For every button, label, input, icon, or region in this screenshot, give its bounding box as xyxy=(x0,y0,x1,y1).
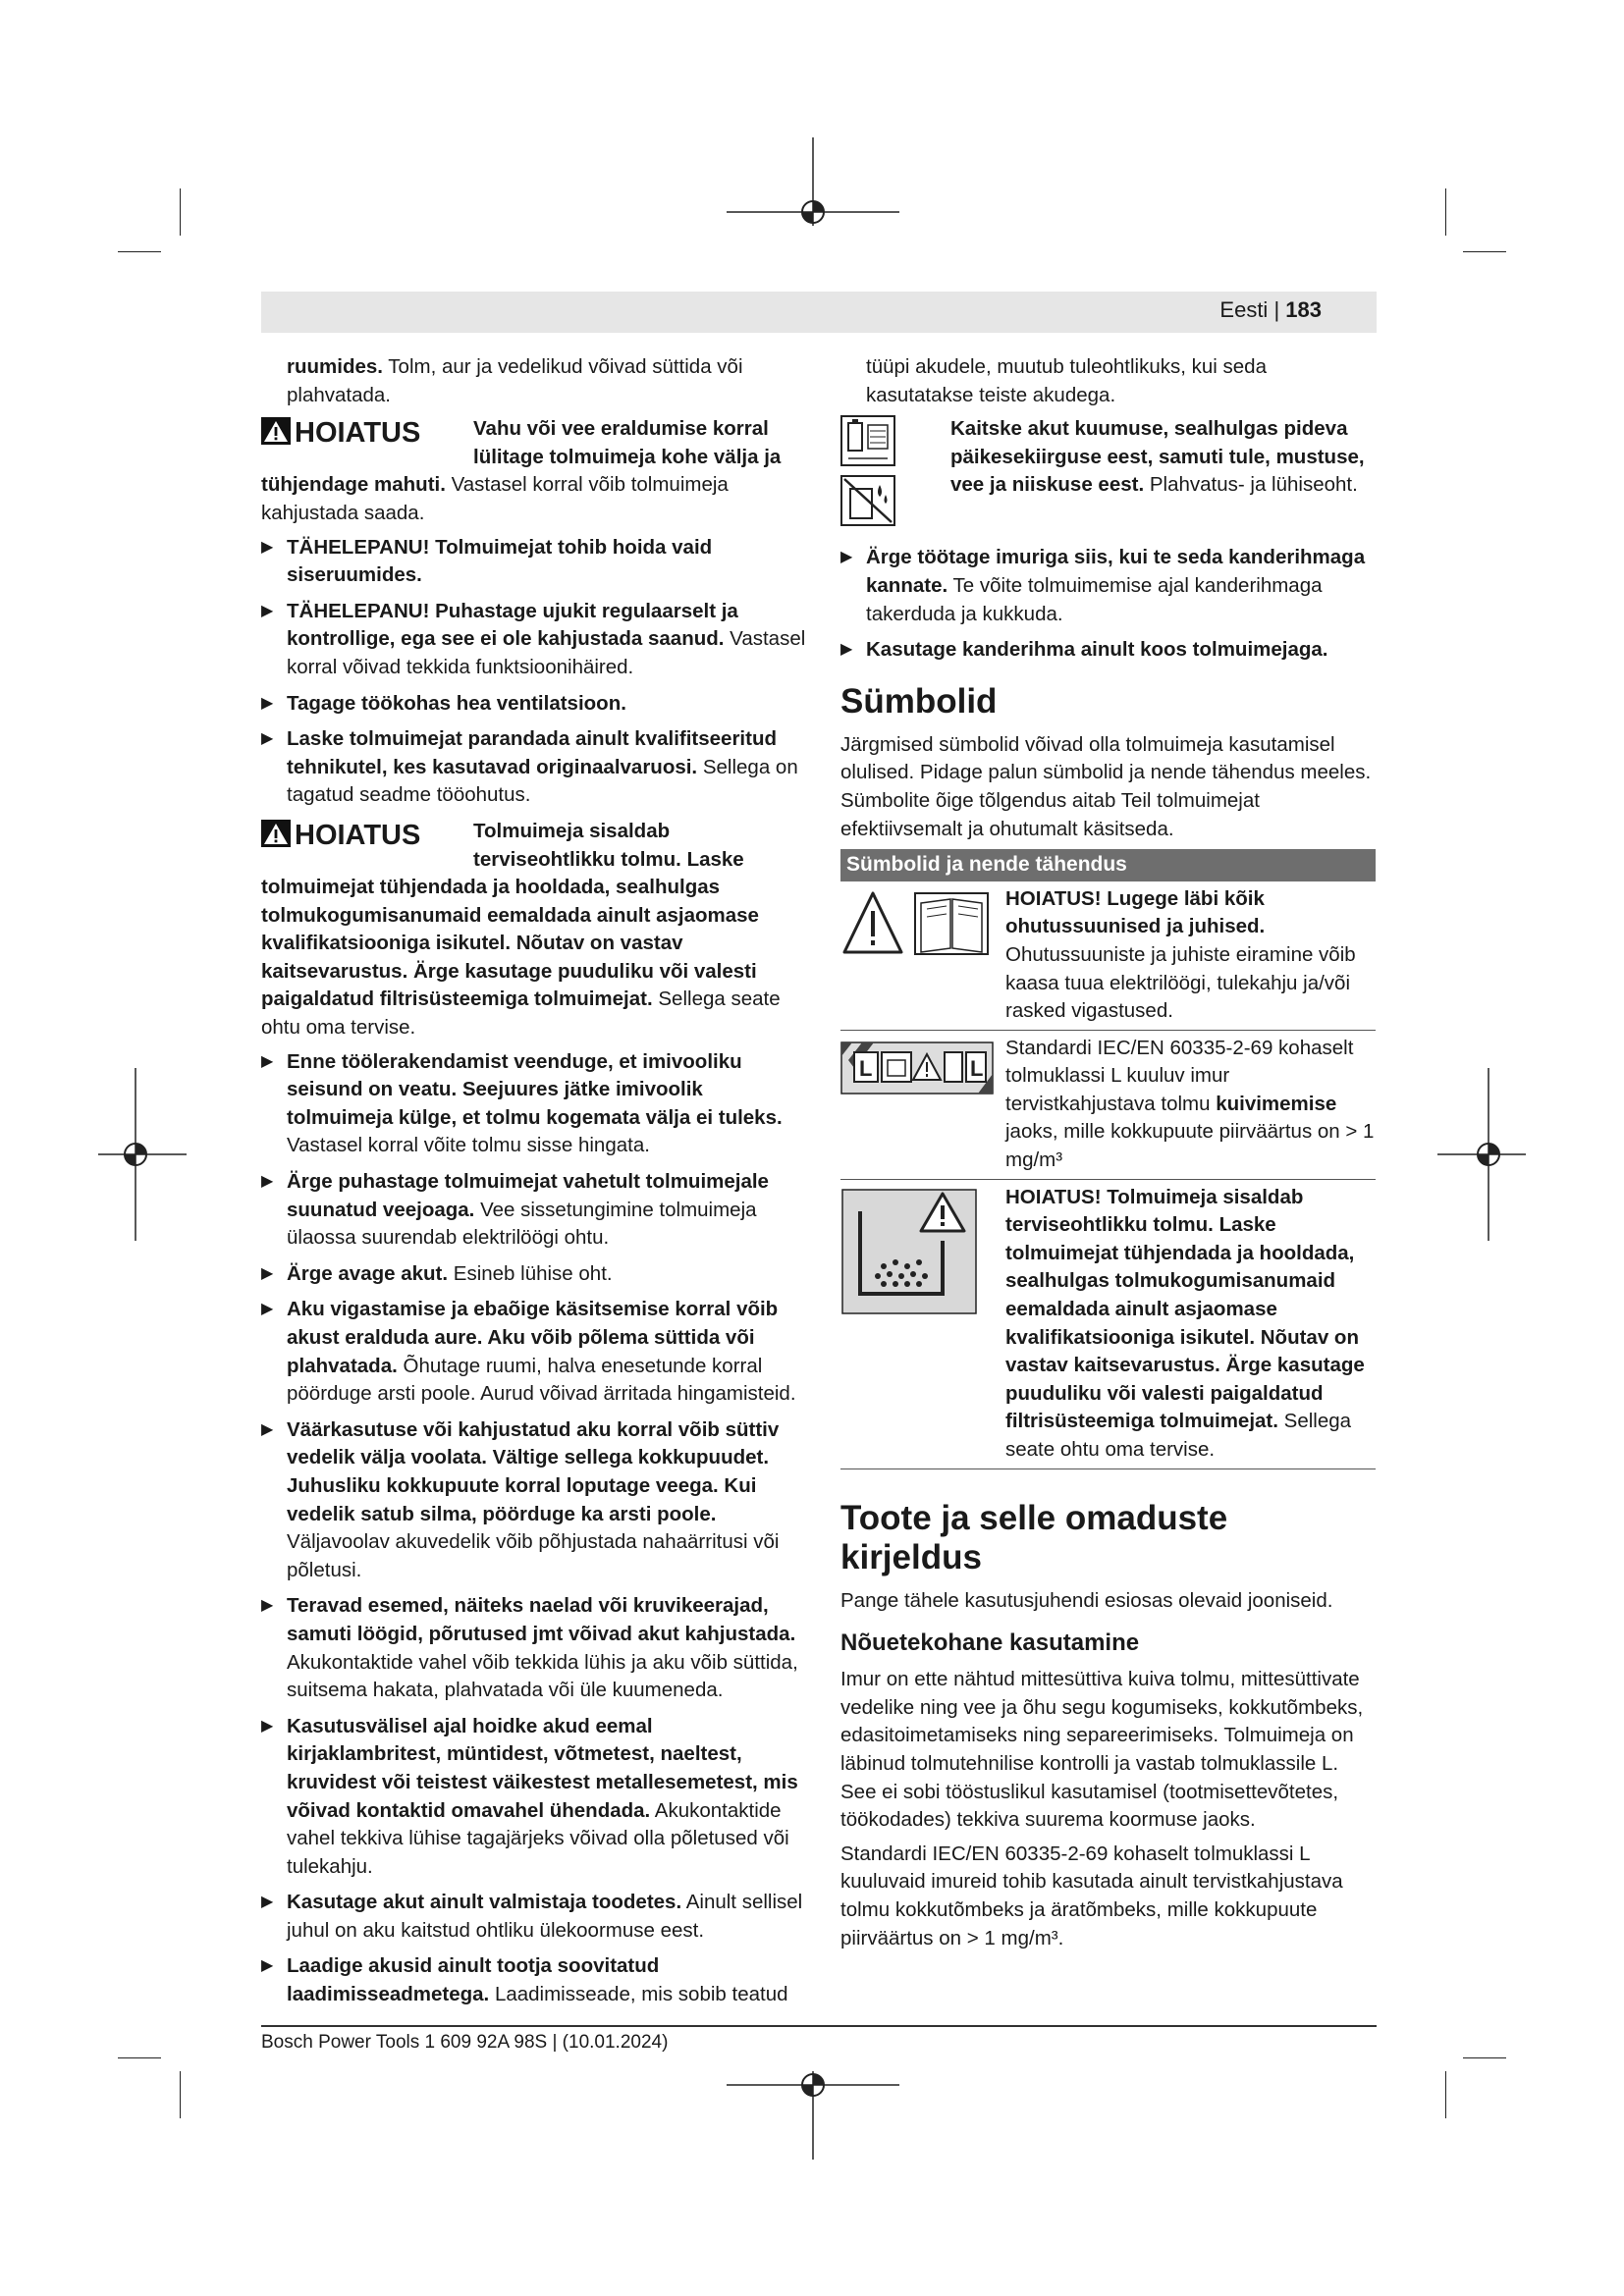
bold-text: ainult kvalifitseeritud tehnikutel, kes kasutavad originaalvaruosi. xyxy=(287,727,777,778)
text: Ohutussuuniste ja juhiste eiramine võib kaasa tuua elektrilöögi, tulekahju ja/või rasked vigastused. xyxy=(1005,942,1356,1023)
footer-text: Bosch Power Tools 1 609 92A 98S | (10.01.2024) xyxy=(261,2032,669,2053)
text: Väljavoolav akuvedelik võib põhjustada nahaärritusi või põletusi. xyxy=(287,1530,780,1581)
warning-block xyxy=(261,818,811,874)
text: Vee sissetungimine tolmuimeja ülaossa suurendab elektrilöögi ohtu. xyxy=(287,1198,757,1250)
footer-rule xyxy=(261,2025,1377,2027)
list-item xyxy=(261,1713,811,1882)
page-number: 183 xyxy=(1285,297,1322,322)
text: Esineb lühise oht. xyxy=(448,1261,613,1285)
bullet-arrow-icon: ▶ xyxy=(261,1420,274,1438)
bullet-arrow-icon: ▶ xyxy=(261,730,274,748)
crop-mark xyxy=(1463,251,1506,252)
header-text: Eesti | 183 xyxy=(1219,297,1322,322)
icon-group xyxy=(840,415,950,534)
symbol-description xyxy=(1005,1035,1376,1175)
text: Sellega on tagatud seadme tööohutus. xyxy=(287,755,798,807)
crop-mark xyxy=(1445,2071,1446,2118)
bold-text: Enne töölerakendamist veenduge, et imivooliku seisund on veatu. Seejuures jätke imivoolik tolmuimeja külge, et tolmu kogemata välja ei tuleks. xyxy=(287,1049,783,1129)
paragraph: Järgmised sümbolid võivad olla tolmuimeja kasutamisel olulised. Pidage palun sümbolid ja nende tähendus meeles. Sümbolite õige tõlgendus aitab Teil tolmuimejat efektiivsemalt ja ohutumalt käsitseda. xyxy=(840,732,1372,840)
registration-mark-icon xyxy=(727,2071,899,2160)
heat-warning-text xyxy=(950,415,1376,500)
subsection-heading: Nõuetekohane kasutamine xyxy=(840,1629,1140,1657)
bold-text: ruumides. xyxy=(287,355,383,378)
bullet-arrow-icon: ▶ xyxy=(261,602,274,619)
list-item xyxy=(261,534,811,590)
warning-label-text: HOIATUS xyxy=(295,417,421,450)
bullet-arrow-icon: ▶ xyxy=(261,1301,274,1318)
paragraph: tüüpi akudele, muutub tuleohtlikuks, kui seda kasutatakse teiste akudega. xyxy=(866,355,1267,406)
read-manual-warning-icon xyxy=(840,889,994,958)
bold-text: HOIATUS! Tolmuimeja sisaldab terviseohtlikku tolmu. Laske tolmuimejat tühjendada ja hooldada, sealhulgas tolmukogumisanumaid eemaldada ainult asjaomase kvalifikatsiooniga isikutel. Nõutav on vastav kaitsevarustus. Ärge kasutage puuduliku või valesti paigaldatud filtrisüsteemiga tolmuimejat. xyxy=(1005,1185,1365,1433)
bullet-arrow-icon: ▶ xyxy=(261,1052,274,1070)
paragraph xyxy=(261,874,811,1042)
warning-block xyxy=(261,415,811,471)
registration-mark-icon xyxy=(727,137,899,226)
text: Akukontaktide vahel võib tekkida lühis ja aku võib süttida, suitsema hakata, plahvatada või üle kuumeneda. xyxy=(287,1650,798,1702)
warning-text: Vahu või vee eraldumise korral lülitage tolmuimeja kohe välja ja xyxy=(473,417,782,468)
list-item xyxy=(261,1296,811,1408)
text: Vastasel korral võib tolmuimeja kahjustada saada. xyxy=(261,473,729,524)
text: Õhutage ruumi, halva enesetunde korral pöörduge arsti poole. Aurud võivad ärritada hingamisteid. xyxy=(287,1354,796,1406)
bold-text: Ärge avage akut. xyxy=(287,1261,449,1285)
text: Sellega seate ohtu oma tervise. xyxy=(1005,1410,1352,1461)
paragraph: Imur on ette nähtud mittesüttiva kuiva tolmu, mittesüttivate vedelike ning vee ja õhu segu kogumiseks, kokkutõmbeks, edasitoimetamiseks ning separeerimiseks. Tolmuimeja on läbinud tolmutehnilise kontrolli ja vastab tolmuklassile L. See ei sobi tööstuslikul kasutamisel (tootmisettevõtetes, töökodades) tekkiva suurema koormuse jaoks. xyxy=(840,1668,1364,1832)
text: Plahvatus- ja lühiseoht. xyxy=(1144,473,1358,497)
page-header xyxy=(261,292,1377,333)
battery-no-water-icon xyxy=(840,475,895,526)
bullet-arrow-icon: ▶ xyxy=(261,1957,274,1975)
list-item xyxy=(261,1168,811,1253)
bullet-arrow-icon: ▶ xyxy=(261,1717,274,1735)
svg-text:L: L xyxy=(859,1055,873,1081)
symbol-cell xyxy=(840,885,998,967)
bold-text: Ärge töötage imuriga siis, kui te seda kanderihmaga kannate. xyxy=(866,546,1366,597)
warning-triangle-icon xyxy=(261,417,291,445)
list-item xyxy=(840,544,1376,628)
crop-mark xyxy=(1445,188,1446,236)
section-heading: Toote ja selle omaduste kirjeldus xyxy=(840,1498,1228,1576)
list-item xyxy=(840,636,1376,665)
bold-text: Laadige akusid ainult tootja soovitatud laadimisseadmetega. xyxy=(287,1954,660,2006)
bold-text: Kasutusvälisel ajal hoidke akud eemal kirjaklambritest, müntidest, võtmetest, naeltest, kruvidest või teistest väikestest metallesemetest, mis võivad kontaktid omavahel ühendada. xyxy=(287,1714,798,1822)
text: Ainult sellisel juhul on aku kaitstud ohtliku ülekoormuse eest. xyxy=(287,1891,803,1942)
crop-mark xyxy=(180,2071,181,2118)
bold-text: Teravad esemed, näiteks naelad või kruvikeerajad, samuti löögid, põrutused jmt võivad akut kahjustada. xyxy=(287,1594,796,1645)
bold-text: tühjendage mahuti. xyxy=(261,473,446,497)
dust-class-l-icon xyxy=(840,1039,994,1097)
bold-text: tolmuimejat tühjendada ja hooldada, sealhulgas tolmukogumisanumaid eemaldada ainult asjaomase kvalifikatsiooniga isikutel. Nõutav on vastav kaitsevarustus. Ärge kasutage puuduliku või valesti paigaldatud filtrisüsteemiga tolmuimejat. xyxy=(261,876,759,1011)
symbol-description xyxy=(1005,1184,1376,1465)
paragraph: Standardi IEC/EN 60335-2-69 kohaselt tolmuklassi L kuuluvaid imureid tohib kasutada ainult tervistkahjustava tolmu kokkutõmbeks ja äratõmbeks, mille kokkupuute piirväärtus on > 1 mg/m³. xyxy=(840,1842,1343,1949)
bold-text: Kaitske akut kuumuse, sealhulgas pideva päikesekiirguse eest, samuti tule, mustuse, vee ja niiskuse eest. xyxy=(950,417,1365,497)
bullet-arrow-icon: ▶ xyxy=(261,1894,274,1911)
warning-label xyxy=(261,818,473,851)
battery-heat-icon xyxy=(840,415,895,466)
table-row xyxy=(840,1180,1376,1469)
list-item xyxy=(261,1260,811,1289)
left-column xyxy=(261,353,811,2017)
bold-text: TÄHELEPANU! Tolmuimejat tohib hoida vaid siseruumides. xyxy=(287,535,713,587)
warning-label-text: HOIATUS xyxy=(295,819,421,851)
registration-mark-icon xyxy=(1437,1068,1526,1241)
crop-mark xyxy=(118,2057,161,2058)
bullet-arrow-icon: ▶ xyxy=(840,641,853,659)
paragraph xyxy=(261,353,811,409)
header-language: Eesti xyxy=(1219,297,1269,322)
bold-text: TÄHELEPANU! Puhastage ujukit regulaarselt ja kontrollige, ega see ei ole kahjustada saanud. xyxy=(287,599,738,651)
text: Laadimisseade, mis sobib teatud xyxy=(489,1983,788,2006)
warning-text: Tolmuimeja sisaldab terviseohtlikku tolmu. Laske xyxy=(473,819,744,871)
text: Sellega seate ohtu oma tervise. xyxy=(261,988,781,1040)
table-header: Sümbolid ja nende tähendus xyxy=(840,849,1376,881)
bullet-arrow-icon: ▶ xyxy=(261,538,274,556)
crop-mark xyxy=(118,251,161,252)
bullet-arrow-icon: ▶ xyxy=(261,1173,274,1191)
crop-mark xyxy=(180,188,181,236)
table-row xyxy=(840,881,1376,1031)
paragraph: Pange tähele kasutusjuhendi esiosas olevaid jooniseid. xyxy=(840,1588,1333,1612)
registration-mark-icon xyxy=(98,1068,187,1241)
symbols-table xyxy=(840,849,1376,1468)
hazardous-dust-container-icon xyxy=(840,1188,978,1315)
symbol-description xyxy=(1005,885,1376,1026)
bold-text: Laske tolmuimejat parandada xyxy=(287,727,575,751)
bold-text: Kasutage kanderihma ainult koos tolmuimejaga. xyxy=(866,638,1328,662)
crop-mark xyxy=(1463,2057,1506,2058)
bold-text: Väärkasutuse või kahjustatud aku korral võib süttiv vedelik välja voolata. Vältige sellega kokkupuudet. Juhusliku kokkupuute korral loputage veega. Kui vedelik satub silma, pöörduge ka arsti poole. xyxy=(287,1417,780,1525)
list-item xyxy=(261,1592,811,1704)
text: Vastasel korral võite tolmu sisse hingata. xyxy=(287,1134,650,1157)
list-item xyxy=(261,690,811,719)
bullet-arrow-icon: ▶ xyxy=(261,694,274,712)
bullet-arrow-icon: ▶ xyxy=(261,1264,274,1282)
battery-heat-warning xyxy=(840,415,1376,534)
bold-text: HOIATUS! Lugege läbi kõik ohutussuunised ja juhised. xyxy=(1005,886,1266,938)
list-item xyxy=(261,1889,811,1945)
bold-text: Kasutage akut ainult valmistaja toodetes. xyxy=(287,1891,682,1914)
right-column xyxy=(840,353,1376,1958)
warning-label xyxy=(261,415,473,449)
text: Vastasel korral võivad tekkida funktsioonihäired. xyxy=(287,627,806,678)
list-item xyxy=(261,1048,811,1160)
section-heading: Sümbolid xyxy=(840,681,998,721)
svg-text:L: L xyxy=(970,1055,984,1081)
list-item xyxy=(261,1416,811,1585)
symbol-cell xyxy=(840,1184,998,1324)
bold-text: Tagage töökohas hea ventilatsioon. xyxy=(287,691,626,715)
text: Akukontaktide vahel tekkiva lühise tagajärjeks võivad olla põletused või tulekahju. xyxy=(287,1798,789,1878)
list-item xyxy=(261,1952,811,2008)
bold-text: Ärge puhastage tolmuimejat vahetult tolmuimejale suunatud veejoaga. xyxy=(287,1170,769,1221)
symbol-cell xyxy=(840,1035,998,1106)
list-item xyxy=(261,725,811,810)
bold-text: kuivimemise xyxy=(1216,1092,1337,1115)
list-item xyxy=(261,598,811,682)
bullet-arrow-icon: ▶ xyxy=(840,549,853,566)
text: Tolm, aur ja vedelikud võivad süttida või plahvatada. xyxy=(287,355,743,406)
warning-triangle-icon xyxy=(261,820,291,847)
text: jaoks, mille kokkupuute piirväärtus on > 1 mg/m³ xyxy=(1005,1120,1375,1172)
text: Te võite tolmuimemise ajal kanderihmaga takerduda ja kukkuda. xyxy=(866,573,1323,625)
text: Standardi IEC/EN 60335-2-69 kohaselt tolmuklassi L kuuluv imur tervistkahjustava tolmu xyxy=(1005,1036,1354,1115)
table-row xyxy=(840,1031,1376,1180)
bullet-arrow-icon: ▶ xyxy=(261,1597,274,1615)
paragraph xyxy=(261,471,811,527)
bold-text: Aku vigastamise ja ebaõige käsitsemise korral võib akust eralduda aure. Aku võib põlema süttida või plahvatada. xyxy=(287,1298,779,1377)
